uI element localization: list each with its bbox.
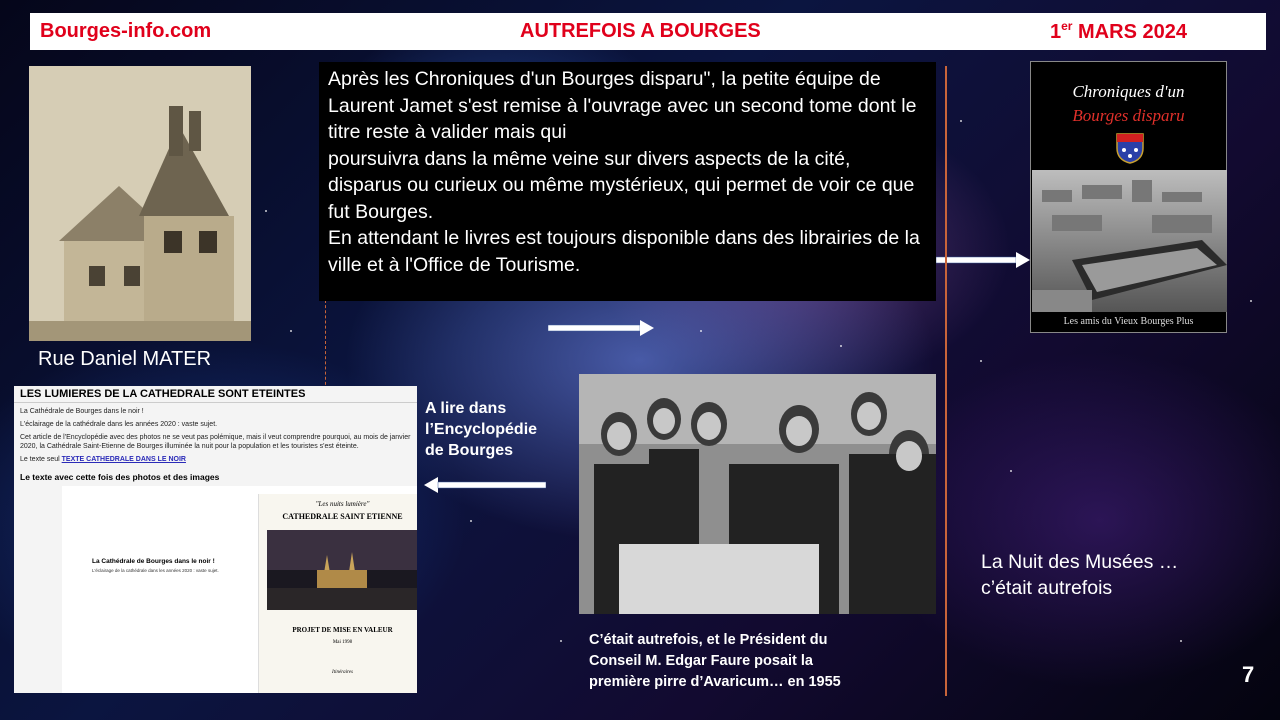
encyclopedia-line: Cet article de l'Encyclopédie avec des photos ne se veut pas polémique, mais il veut comprendre pourquoi, au mois de janvier 2020, la Cathédrale Saint-Etienne de Bourges illuminée la nuit pour la population et les touristes s'est éteinte.	[20, 434, 411, 450]
main-text-body: Après les Chroniques d'un Bourges disparu", la petite équipe de Laurent Jamet s'est remise à l'ouvrage avec un second tome dont le titre reste à valider mais qui poursuivra dans la même veine sur divers aspects de la cité, disparus ou curieux ou même mystérieux, qui permet de voir ce que fut Bourges. En attendant le livres est toujours disponible dans des librairies de la ville et à l'Office de Tourisme.	[328, 68, 920, 276]
book-title-line2: Bourges disparu	[1072, 106, 1185, 125]
encyclopedia-heading: LES LUMIERES DE LA CATHEDRALE SONT ETEINTES	[14, 386, 417, 403]
cathedral-night-photo	[267, 530, 417, 610]
site-name[interactable]: Bourges-info.com	[40, 20, 212, 42]
issue-date: 1er MARS 2024	[1050, 19, 1187, 43]
arrow-left-icon	[424, 477, 546, 493]
book-title-line1: Chroniques d'un	[1072, 82, 1185, 101]
encyclopedia-caption: A lire dans l’Encyclopédie de Bourges	[425, 400, 538, 459]
brochure-top: "Les nuits lumière"	[315, 500, 370, 508]
header-bar	[30, 13, 1266, 50]
nuit-des-musees-caption: La Nuit des Musées … c’était autrefois	[981, 551, 1179, 599]
encyclopedia-subheading: Le texte avec cette fois des photos et des images	[20, 472, 220, 482]
dashed-separator	[325, 300, 326, 390]
encyclopedia-link-line: Le texte seul TEXTE CATHEDRALE DANS LE NOIR	[20, 456, 186, 463]
page-title: AUTREFOIS A BOURGES	[520, 20, 761, 42]
book-cover	[1030, 61, 1227, 333]
book-footer: Les amis du Vieux Bourges Plus	[1063, 316, 1194, 327]
brochure-small: Itinéraires	[332, 670, 353, 675]
edgar-faure-caption: C’était autrefois, et le Président du Conseil M. Edgar Faure posait la première pirre d’Avaricum… en 1955	[589, 632, 841, 690]
inner-subtitle: L'éclairage de la cathédrale dans les années 2020 : vaste sujet.	[92, 568, 219, 573]
main-text-box	[319, 62, 936, 301]
rue-daniel-mater-caption: Rue Daniel MATER	[38, 348, 212, 370]
brochure	[258, 494, 417, 693]
encyclopedia-line: La Cathédrale de Bourges dans le noir !	[20, 408, 144, 415]
column-separator	[945, 66, 947, 696]
city-aerial-photo	[1032, 170, 1227, 312]
coat-of-arms-icon	[1115, 132, 1145, 164]
house-sketch-icon	[29, 66, 251, 341]
ceremony-photo-icon	[579, 374, 936, 614]
encyclopedia-text-link[interactable]: TEXTE CATHEDRALE DANS LE NOIR	[61, 456, 186, 463]
arrow-right-icon	[936, 252, 1030, 268]
edgar-faure-photo	[579, 374, 936, 614]
arrow-right-icon	[548, 320, 654, 336]
encyclopedia-screenshot[interactable]	[14, 386, 417, 693]
brochure-project: PROJET DE MISE EN VALEUR	[292, 626, 393, 634]
page-number: 7	[1242, 662, 1255, 687]
brochure-date: Mai 1998	[332, 640, 353, 645]
inner-title: La Cathédrale de Bourges dans le noir !	[92, 558, 215, 565]
encyclopedia-line: L'éclairage de la cathédrale dans les années 2020 : vaste sujet.	[20, 421, 218, 428]
encyclopedia-inner-page	[62, 486, 417, 693]
rue-daniel-mater-photo	[29, 66, 251, 341]
brochure-title: CATHEDRALE SAINT ETIENNE	[282, 512, 403, 521]
